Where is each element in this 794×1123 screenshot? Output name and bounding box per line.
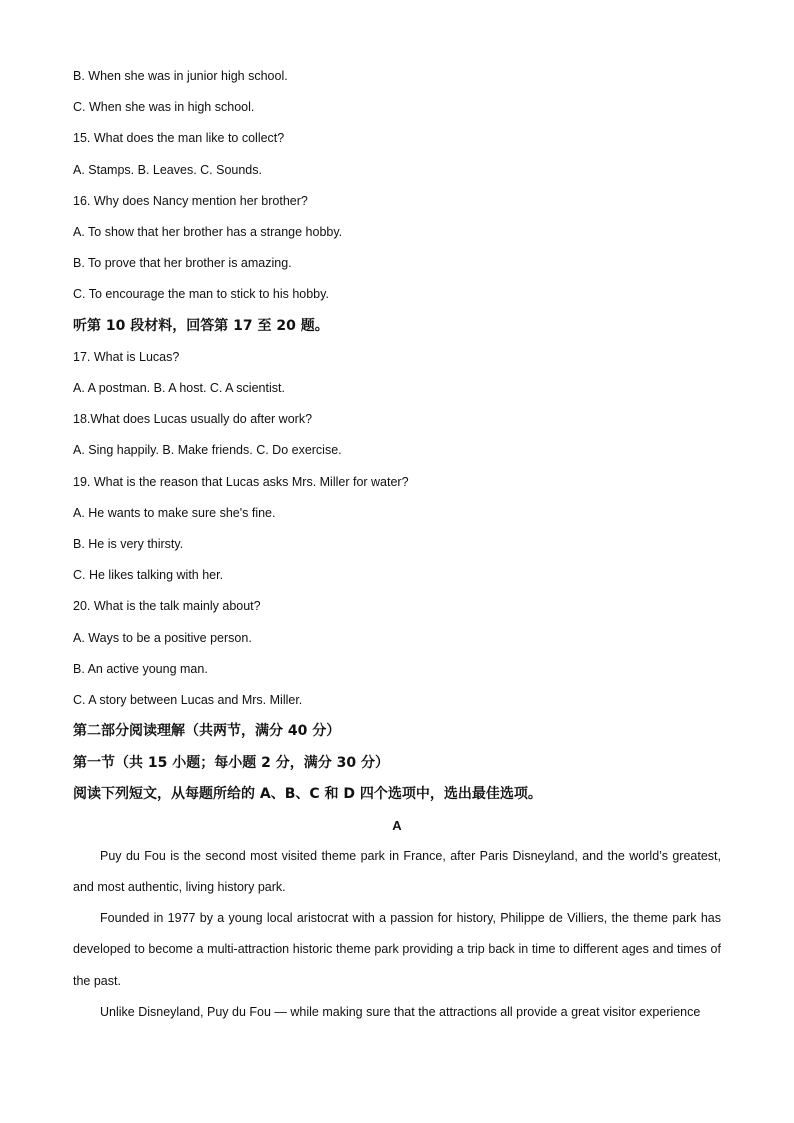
question: 20. What is the talk mainly about? [73, 599, 261, 613]
answer-option: B. An active young man. [73, 662, 208, 676]
answer-option: B. To prove that her brother is amazing. [73, 256, 292, 270]
answer-option: C. A story between Lucas and Mrs. Miller. [73, 693, 303, 707]
question: 19. What is the reason that Lucas asks Mrs. Miller for water? [73, 475, 409, 489]
answer-options: A. Stamps. B. Leaves. C. Sounds. [73, 163, 262, 177]
paragraph: Unlike Disneyland, Puy du Fou — while making sure that the attractions all provide a great visitor experience [100, 1005, 701, 1019]
answer-option: A. To show that her brother has a strange hobby. [73, 225, 343, 239]
answer-option: C. To encourage the man to stick to his hobby. [73, 287, 329, 301]
answer-option: C. He likes talking with her. [73, 568, 224, 582]
section-heading: 第一节（共 15 小题；每小题 2 分，满分 30 分） [73, 755, 389, 771]
question: 17. What is Lucas? [73, 350, 180, 364]
paragraph: Puy du Fou is the second most visited theme park in France, after Paris Disneyland, and the world’s greatest, and most authentic, living history park. [73, 849, 721, 895]
answer-options: A. Sing happily. B. Make friends. C. Do exercise. [73, 443, 342, 457]
answer-option: A. He wants to make sure she's fine. [73, 506, 276, 520]
answer-option: A. Ways to be a positive person. [73, 631, 252, 645]
instruction: 阅读下列短文，从每题所给的 A、B、C 和 D 四个选项中，选出最佳选项。 [73, 786, 542, 802]
passage-label: A [392, 818, 402, 833]
part-heading: 第二部分阅读理解（共两节，满分 40 分） [73, 723, 341, 739]
question: 15. What does the man like to collect? [73, 131, 285, 145]
paragraph: Founded in 1977 by a young local aristocrat with a passion for history, Philippe de Villiers, the theme park has developed to become a multi-attraction historic theme park providing a trip back in time to different ages and times of the past. [73, 911, 721, 988]
question: 18.What does Lucas usually do after work? [73, 412, 313, 426]
answer-option: B. When she was in junior high school. [73, 69, 288, 83]
answer-option: B. He is very thirsty. [73, 537, 184, 551]
answer-option: C. When she was in high school. [73, 100, 255, 114]
question: 16. Why does Nancy mention her brother? [73, 194, 308, 208]
section-heading: 听第 10 段材料，回答第 17 至 20 题。 [73, 318, 329, 334]
answer-options: A. A postman. B. A host. C. A scientist. [73, 381, 285, 395]
